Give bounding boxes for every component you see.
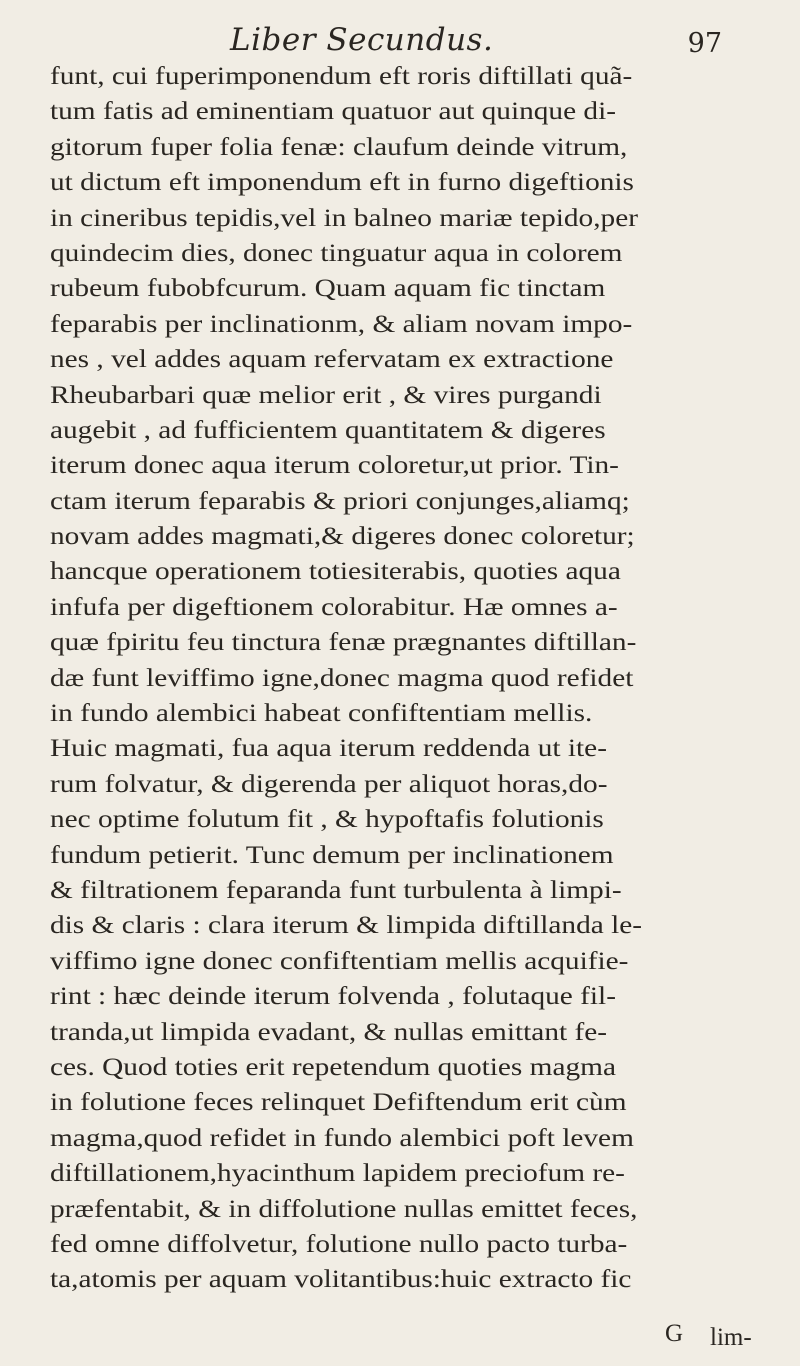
text-line: iterum donec aqua iterum coloretur,ut prior. Tin- — [50, 450, 619, 480]
text-line: tum fatis ad eminentiam quatuor aut quinque di- — [50, 96, 616, 126]
text-line: in cineribus tepidis,vel in balneo mariæ tepido,per — [50, 202, 638, 232]
catchword: lim- — [710, 1324, 752, 1351]
text-line: quindecim dies, donec tinguatur aqua in colorem — [50, 237, 623, 267]
signature-mark: G — [665, 1320, 684, 1347]
text-line: in folutione feces relinquet Defiftendum erit cùm — [50, 1087, 627, 1117]
text-line: gitorum fuper folia fenæ: claufum deinde vitrum, — [50, 131, 628, 161]
text-line: tranda,ut limpida evadant, & nullas emittant fe- — [50, 1016, 608, 1046]
text-line: rubeum fubobfcurum. Quam aquam fic tinctam — [50, 273, 606, 303]
text-line: quæ fpiritu feu tinctura fenæ prægnantes diftillan- — [50, 627, 637, 657]
text-line: hancque operationem totiesiterabis, quoties aqua — [50, 556, 621, 586]
text-line: rum folvatur, & digerenda per aliquot horas,do- — [50, 768, 608, 798]
text-line: augebit , ad fufficientem quantitatem & digeres — [50, 414, 606, 444]
page-number: 97 — [687, 28, 722, 59]
page-header — [0, 18, 800, 58]
text-line: dæ funt leviffimo igne,donec magma quod refidet — [50, 662, 634, 692]
text-line: feparabis per inclinationm, & aliam novam impo- — [50, 308, 633, 338]
text-line: ctam iterum feparabis & priori conjunges,aliamq; — [50, 485, 630, 515]
text-line: novam addes magmati,& digeres donec coloretur; — [50, 521, 635, 551]
text-line: nes , vel addes aquam refervatam ex extractione — [50, 344, 614, 374]
text-line: rint : hæc deinde iterum folvenda , folutaque fil- — [50, 981, 616, 1011]
text-line: magma,quod refidet in fundo alembici poft levem — [50, 1122, 634, 1152]
text-line: præfentabit, & in diffolutione nullas emittet feces, — [50, 1193, 638, 1223]
text-line: ut dictum eft imponendum eft in furno digeftionis — [50, 167, 634, 197]
text-line: ta,atomis per aquam volitantibus:huic extracto fic — [50, 1264, 632, 1294]
text-line: dis & claris : clara iterum & limpida diftillanda le- — [50, 910, 643, 940]
text-line: ces. Quod toties erit repetendum quoties magma — [50, 1051, 616, 1081]
body-text — [50, 58, 770, 1297]
text-line: fundum petierit. Tunc demum per inclinationem — [50, 839, 614, 869]
running-title: Liber Secundus. — [230, 22, 494, 58]
text-line: Rheubarbari quæ melior erit , & vires purgandi — [50, 379, 602, 409]
text-line: in fundo alembici habeat confiftentiam mellis. — [50, 698, 593, 728]
text-line: Huic magmati, fua aqua iterum reddenda ut ite- — [50, 733, 607, 763]
text-line: diftillationem,hyacinthum lapidem preciofum re- — [50, 1158, 625, 1188]
text-line: funt, cui fuperimponendum eft roris diftillati quã- — [50, 61, 633, 90]
text-line: viffimo igne donec confiftentiam mellis acquifie- — [50, 945, 629, 975]
text-line: & filtrationem feparanda funt turbulenta à limpi- — [50, 874, 622, 904]
text-line: infufa per digeftionem colorabitur. Hæ omnes a- — [50, 591, 618, 621]
text-line: fed omne diffolvetur, folutione nullo pacto turba- — [50, 1228, 628, 1258]
text-line: nec optime folutum fit , & hypoftafis folutionis — [50, 804, 604, 834]
